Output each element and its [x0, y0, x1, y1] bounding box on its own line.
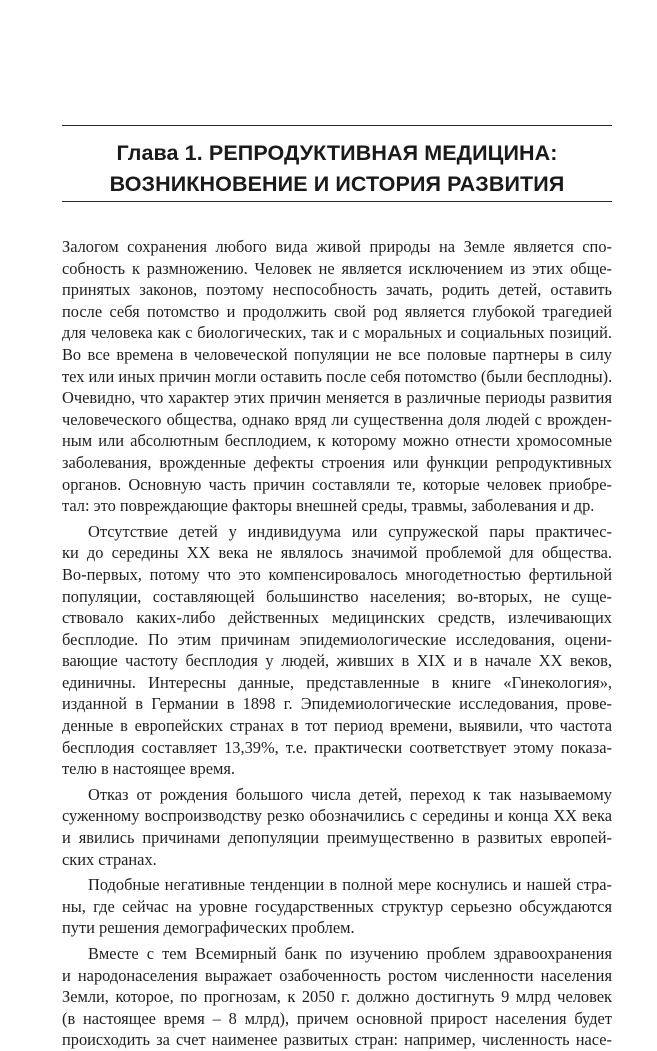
text-line: тех или иных причин могли оставить после себя потомство (были бесплодны).	[62, 366, 613, 386]
text-line: Вместе с тем Всемирный банк по изучению проблем здравоохранения	[88, 944, 612, 963]
text-line: Отсутствие детей у индивидуума или супружеской пары практичес-	[88, 521, 612, 541]
chapter-title-line-2: ВОЗНИКНОВЕНИЕ И ИСТОРИЯ РАЗВИТИЯ	[109, 172, 565, 196]
text-line: (в настоящее время – 8 млрд), причем основной прирост населения будет	[62, 1008, 612, 1028]
text-line: ны, где сейчас на уровне государственных структур серьезно обсуждаются	[62, 896, 612, 916]
text-line: Очевидно, что характер этих причин меняется в различные периоды развития	[62, 388, 612, 408]
text-line: ских странах.	[62, 849, 157, 869]
text-line: Залогом сохранения любого вида живой природы на Земле является спо-	[62, 237, 612, 256]
text-line: бесплодия составляет 13,39%, т.е. практически соответствует этому показа-	[62, 737, 612, 757]
paragraph	[62, 521, 612, 780]
text-line: Подобные негативные тенденции в полной мере коснулись и нашей стра-	[88, 875, 612, 895]
text-line: ки до середины XX века не являлось значимой проблемой для общества.	[62, 543, 612, 563]
text-line: бесплодие. По этим причинам эпидемиологические исследования, оцени-	[62, 629, 612, 649]
text-line: денные в европейских странах в тот период времени, выявили, что частота	[62, 716, 612, 736]
text-line: происходить за счет наименее развитых стран: например, численность насе-	[62, 1030, 612, 1050]
text-line: тал: это повреждающие факторы внешней среды, травмы, заболевания и др.	[62, 496, 595, 516]
paragraph	[62, 943, 612, 1051]
text-line: Отказ от рождения большого числа детей, переход к так называемому	[88, 784, 612, 804]
text-line: Во все времена в человеческой популяции не все половые партнеры в силу	[62, 344, 612, 364]
text-line: единичны. Интересны данные, представленные в книге «Гинекология»,	[62, 672, 612, 692]
text-line: Во-первых, потому что это компенсировалось многодетностью фертильной	[62, 564, 612, 584]
chapter-body-text	[62, 236, 612, 1051]
text-line: изданной в Германии в 1898 г. Эпидемиологические исследования, прове-	[62, 694, 612, 714]
text-line: и народонаселения выражает озабоченность ростом численности населения	[62, 965, 612, 985]
text-line: заболевания, врожденные дефекты строения или функции репродуктивных	[62, 452, 612, 472]
text-line: Земли, которое, по прогнозам, к 2050 г. должно достигнуть 9 млрд человек	[62, 987, 612, 1007]
text-line: после себя потомство и продолжить свой род является глубокой трагедией	[62, 301, 612, 321]
text-line: для человека как с биологических, так и с моральных и социальных позиций.	[62, 323, 612, 343]
text-line: телю в настоящее время.	[62, 759, 235, 779]
text-line: популяции, составляющей большинство населения; во-вторых, не суще-	[62, 586, 612, 606]
text-line: пути решения демографических проблем.	[62, 918, 355, 938]
heading-top-rule	[62, 125, 612, 126]
text-line: органов. Основную часть причин составляли те, которые человек приобре-	[62, 474, 612, 494]
text-line: суженному воспроизводству резко обозначились с середины и конца XX века	[62, 806, 612, 826]
chapter-title	[62, 138, 612, 200]
paragraph	[62, 236, 612, 517]
text-line: ным или абсолютным бесплодием, к которому можно отнести хромосомные	[62, 431, 612, 451]
paragraph	[62, 784, 612, 870]
text-line: и явились причинами депопуляции преимущественно в развитых европей-	[62, 828, 612, 848]
paragraph	[62, 874, 612, 939]
text-line: человеческого общества, однако вряд ли существенна доля людей с врожден-	[62, 409, 612, 429]
text-line: принятых законов, поэтому неспособность зачать, родить детей, оставить	[62, 280, 612, 300]
text-line: собность к размножению. Человек не является исключением из этих обще-	[62, 258, 612, 278]
text-line: ствовало каких-либо действенных медицинских средств, излечивающих	[62, 608, 612, 628]
chapter-title-line-1: Глава 1. РЕПРОДУКТИВНАЯ МЕДИЦИНА:	[116, 141, 558, 165]
text-line: вающие частоту бесплодия у людей, живших в XIX и в начале XX веков,	[62, 651, 612, 671]
heading-bottom-rule	[62, 201, 612, 202]
